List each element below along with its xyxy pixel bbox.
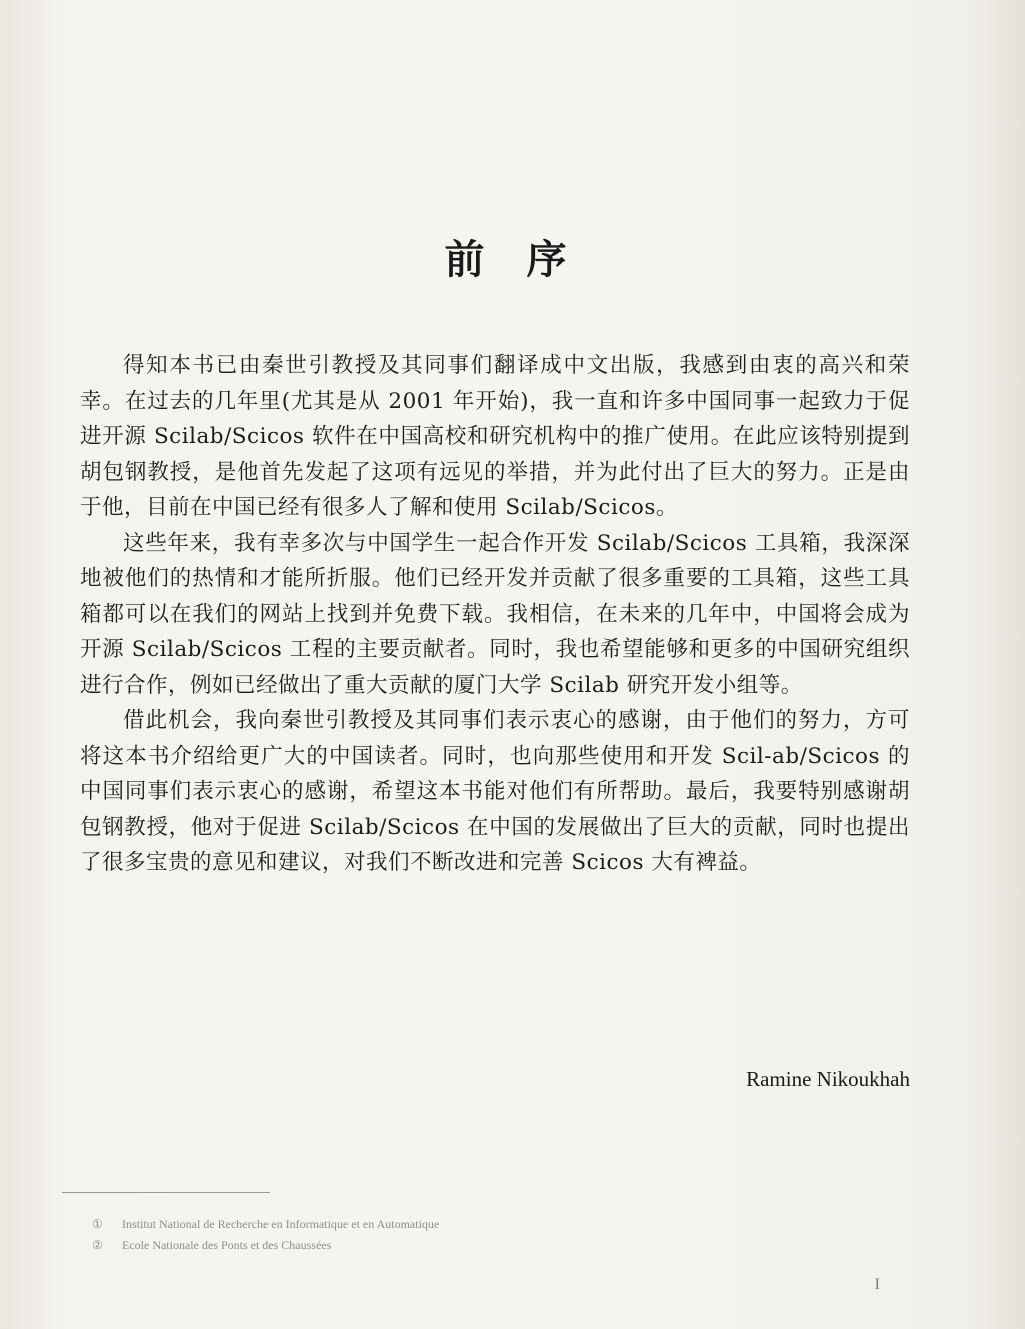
author-signature: Ramine Nikoukhah: [746, 1067, 910, 1091]
preface-body: [80, 348, 910, 881]
footnote-mark: ②: [92, 1238, 103, 1252]
paragraph: 得知本书已由秦世引教授及其同事们翻译成中文出版，我感到由衷的高兴和荣幸。在过去的几年里(尤其是从 2001 年开始)，我一直和许多中国同事一起致力于促进开源 Scilab/Scicos 软件在中国高校和研究机构中的推广使用。在此应该特别提到胡包钢教授，是他首先发起了这项有远见的举措，并为此付出了巨大的努力。正是由于他，目前在中国已经有很多人了解和使用 Scilab/Scicos。: [80, 353, 910, 520]
footnote-divider: [62, 1192, 270, 1193]
footnote-mark: ①: [92, 1217, 103, 1231]
paragraph: 借此机会，我向秦世引教授及其同事们表示衷心的感谢，由于他们的努力，方可将这本书介绍给更广大的中国读者。同时，也向那些使用和开发 Scil-ab/Scicos 的中国同事们表示衷心的感谢，希望这本书能对他们有所帮助。最后，我要特别感谢胡包钢教授，他对于促进 Scilab/Scicos 在中国的发展做出了巨大的贡献，同时也提出了很多宝贵的意见和建议，对我们不断改进和完善 Scicos 大有裨益。: [80, 708, 910, 875]
footnote: [92, 1214, 439, 1235]
page-title: 前 序: [444, 236, 581, 283]
footnote-text: Institut National de Recherche en Informatique et en Automatique: [122, 1217, 440, 1231]
footnote-text: Ecole Nationale des Ponts et des Chaussées: [122, 1238, 332, 1252]
paragraph: 这些年来，我有幸多次与中国学生一起合作开发 Scilab/Scicos 工具箱，我深深地被他们的热情和才能所折服。他们已经开发并贡献了很多重要的工具箱，这些工具箱都可以在我们的网站上找到并免费下载。我相信，在未来的几年中，中国将会成为开源 Scilab/Scicos 工程的主要贡献者。同时，我也希望能够和更多的中国研究组织进行合作，例如已经做出了重大贡献的厦门大学 Scilab 研究开发小组等。: [80, 530, 910, 698]
footnote: [92, 1235, 439, 1256]
footnotes: [92, 1214, 439, 1256]
page-number: I: [874, 1276, 880, 1293]
